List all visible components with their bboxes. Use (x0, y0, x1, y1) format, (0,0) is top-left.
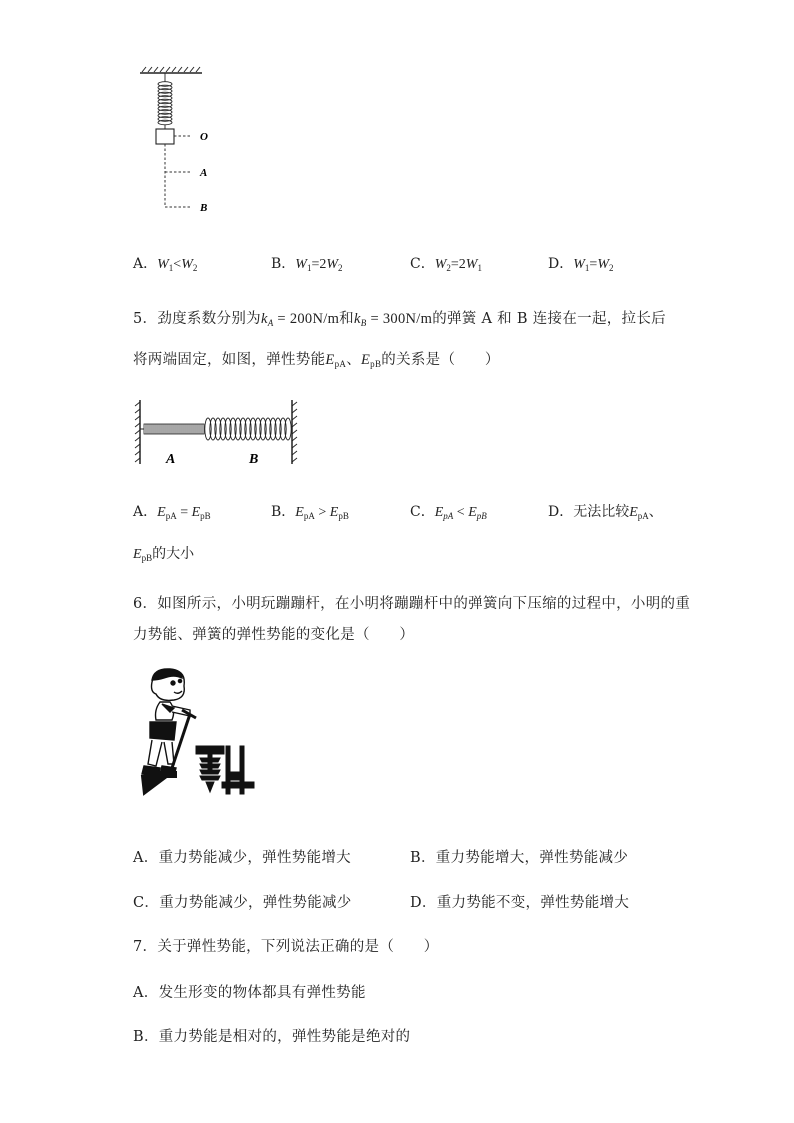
spring-b-label: B (249, 452, 259, 467)
q6-option-a[interactable]: A．重力势能减少，弹性势能增大 (133, 850, 351, 866)
q5-option-b[interactable]: B．$E_{pA} > E_{pB}$ (271, 504, 349, 521)
label-a: A (200, 167, 208, 179)
q6-option-b[interactable]: B．重力势能增大，弹性势能减少 (410, 850, 629, 866)
dashed-guides (165, 136, 192, 207)
q4-option-c[interactable]: C．$W_2=2W_1$ (410, 256, 482, 273)
q4-option-d[interactable]: D．$W_1=W_2$ (548, 256, 614, 273)
q7-option-b[interactable]: B．重力势能是相对的，弹性势能是绝对的 (133, 1029, 411, 1045)
spring-b (205, 418, 291, 440)
q5-stem-line2: 将两端固定，如图，弹性势能$E_{pA}$、$E_{pB}$的关系是（ ） (133, 352, 500, 369)
ceiling-hatch (142, 67, 200, 72)
label-o: O (200, 131, 208, 143)
q5-option-c[interactable]: C．$E_{pA} < E_{pB}$ (410, 504, 487, 521)
q6-stem-line2: 力势能、弹簧的弹性势能的变化是（ ） (133, 627, 415, 643)
q6-stem-line1: 6．如图所示，小明玩蹦蹦杆，在小明将蹦蹦杆中的弹簧向下压缩的过程中，小明的重 (133, 596, 691, 612)
boy-illustration (142, 669, 190, 776)
q6-option-d[interactable]: D．重力势能不变，弹性势能增大 (410, 895, 630, 911)
pogo-cross-section (196, 746, 224, 792)
q4-option-a[interactable]: A．$W_1<W_2$ (133, 256, 198, 273)
spring-a-label: A (166, 452, 176, 467)
pogo-stick-figure (134, 664, 259, 814)
q6-option-c[interactable]: C．重力势能减少，弹性势能减少 (133, 895, 352, 911)
label-b: B (200, 202, 208, 214)
vertical-spring (158, 73, 172, 129)
pogo-compressed-section (222, 746, 254, 794)
q5-option-d-cont: $E_{pB}$的大小 (133, 546, 195, 563)
q5-option-d[interactable]: D．无法比较$E_{pA}$、 (548, 504, 663, 521)
spring-block-figure (130, 66, 230, 218)
q5-stem-line1: 5．劲度系数分别为$k_A = 200N/m$和$k_B = 300N/m$的弹簧 A 和 B 连接在一起，拉长后 (133, 311, 666, 328)
two-springs-figure (134, 398, 304, 468)
spring-a (144, 424, 204, 434)
block (156, 129, 174, 144)
q4-option-b[interactable]: B．$W_1=2W_2$ (271, 256, 343, 273)
q5-option-a[interactable]: A．$E_{pA} = E_{pB}$ (133, 504, 211, 521)
q7-stem: 7．关于弹性势能，下列说法正确的是（ ） (133, 939, 439, 955)
q7-option-a[interactable]: A．发生形变的物体都具有弹性势能 (133, 985, 366, 1001)
